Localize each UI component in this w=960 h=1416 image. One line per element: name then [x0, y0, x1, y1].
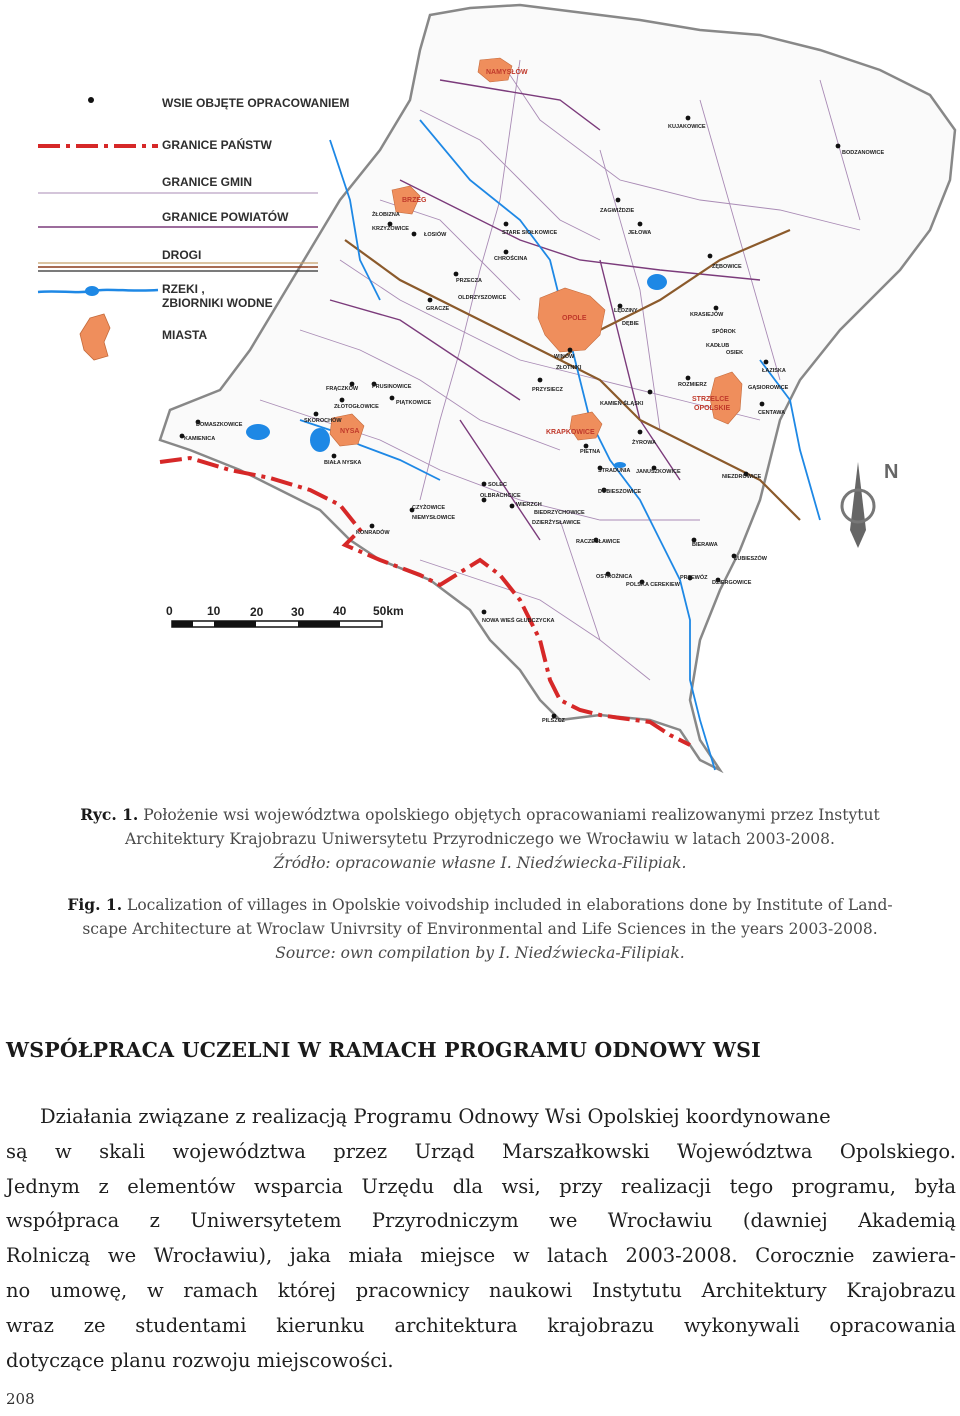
legend-roads-label: DROGI — [162, 248, 202, 262]
paragraph-line: są w skali województwa przez Urząd Marszałkowski Województwa Opolskiego. — [6, 1139, 956, 1163]
village-label: RACZESŁAWICE — [576, 539, 620, 545]
village-label: KRASIEJÓW — [690, 312, 724, 318]
caption-ryc-label: Ryc. 1. — [80, 805, 139, 824]
caption-pl-line1 — [0, 803, 960, 827]
village-label: KAMIEŃ ŚLĄSKI — [600, 401, 644, 407]
city-label-namyslow: NAMYSŁÓW — [486, 69, 528, 76]
village-marker — [390, 396, 395, 401]
village-label: ZAGWIŹDZIE — [600, 208, 635, 214]
village-label: ZŁOTOGŁOWICE — [334, 404, 379, 410]
village-label: DOBIESZOWICE — [598, 489, 642, 495]
village-label: NIEZDROWICE — [722, 474, 762, 480]
village-label: DĘBIE — [622, 321, 639, 327]
village-label: JEŁOWA — [628, 230, 652, 236]
village-label: PIĄTKOWICE — [396, 400, 432, 406]
village-marker — [708, 254, 713, 259]
village-marker — [648, 390, 653, 395]
village-label: PRZECZA — [456, 278, 482, 284]
village-label: FRĄCZKÓW — [326, 386, 359, 392]
caption-fig-text-1: Localization of villages in Opolskie voivodship included in elaborations done by Institute of Land- — [127, 896, 893, 914]
village-marker — [686, 376, 691, 381]
city-label-brzeg: BRZEG — [402, 197, 427, 204]
legend-rivers-label-2: ZBIORNIKI WODNE — [162, 296, 273, 310]
village-marker — [428, 298, 433, 303]
village-marker — [714, 306, 719, 311]
village-label: PRZEWÓZ — [680, 575, 708, 581]
legend-village-symbol — [88, 97, 94, 103]
village-marker — [584, 444, 589, 449]
village-marker — [370, 524, 375, 529]
paragraph-line: Rolniczą we Wrocławiu), jaka miała miejsce w latach 2003-2008. Corocznie zawiera- — [6, 1244, 956, 1268]
village-label: WINÓW — [554, 354, 575, 360]
village-label: OLBRACHCICE — [480, 493, 521, 499]
city-label-strzelce-2: OPOLSKIE — [694, 405, 731, 412]
village-marker — [340, 398, 345, 403]
scale-tick-20: 20 — [250, 605, 264, 619]
village-label: KAMIENICA — [184, 436, 216, 442]
village-label: WIERZCH — [516, 502, 542, 508]
caption-en-line2: scape Architecture at Wroclaw Univrsity of Environmental and Life Sciences in the years 2003-2008. — [82, 920, 878, 938]
village-label: DZIERGOWICE — [712, 580, 752, 586]
village-marker — [504, 222, 509, 227]
paragraph-line: Jednym z elementów wsparcia Urzędu dla wsi, przy realizacji tego programu, była — [6, 1174, 956, 1198]
legend-state-borders-label: GRANICE PAŃSTW — [162, 138, 272, 152]
village-marker — [482, 610, 487, 615]
village-label: SOLEC — [488, 482, 507, 488]
village-label: STRADUNIA — [598, 468, 631, 474]
legend-county-borders-label: GRANICE POWIATÓW — [162, 210, 289, 224]
village-marker — [332, 454, 337, 459]
village-label: NOWA WIEŚ GŁUBCZYCKA — [482, 618, 555, 624]
village-marker — [616, 198, 621, 203]
village-label: CHROŚCINA — [494, 256, 528, 262]
scale-tick-50km: 50km — [373, 604, 404, 618]
village-label: ZĘBOWICE — [712, 264, 742, 270]
village-label: SPÓROK — [712, 329, 736, 335]
caption-fig-label: Fig. 1. — [67, 895, 123, 914]
village-label: PILSZCZ — [542, 718, 565, 724]
north-label: N — [884, 461, 899, 483]
city-label-strzelce-1: STRZELCE — [692, 396, 729, 403]
village-label: ŻŁOBIZNA — [372, 212, 400, 218]
page-number: 208 — [6, 1390, 35, 1408]
legend-rivers-label-1: RZEKI , — [162, 282, 205, 296]
village-label: CENTAWA — [758, 410, 786, 416]
village-marker — [568, 348, 573, 353]
village-label: NIEMYSŁOWICE — [412, 515, 456, 521]
legend-commune-borders-label: GRANICE GMIN — [162, 175, 252, 189]
north-arrow — [842, 461, 898, 548]
village-label: OSIEK — [726, 350, 744, 356]
village-marker — [454, 272, 459, 277]
village-label: ZŁOTNIKI — [556, 365, 582, 371]
village-label: GĄSIOROWICE — [748, 385, 789, 391]
village-marker — [482, 482, 487, 487]
village-label: ŻYROWA — [632, 440, 657, 446]
village-label: DOMASZKOWICE — [196, 422, 243, 428]
village-marker — [764, 360, 769, 365]
village-label: SKOROCHÓW — [304, 418, 342, 424]
caption-pl-line2: Architektury Krajobrazu Uniwersytetu Przyrodniczego we Wrocławiu w latach 2003-2008. — [125, 830, 835, 848]
scale-bar — [166, 604, 404, 627]
village-marker — [504, 250, 509, 255]
village-label: KRZYŻOWICE — [372, 226, 409, 232]
compass-icon — [850, 462, 866, 548]
city-label-krapkowice: KRAPKOWICE — [546, 429, 595, 436]
village-label: POLSKA CEREKIEW — [626, 582, 680, 588]
village-label: OLDRZYSZOWICE — [458, 295, 507, 301]
village-marker — [412, 232, 417, 237]
village-label: KUJAKOWICE — [668, 124, 706, 130]
caption-en — [0, 893, 960, 965]
village-label: STARE SIOŁKOWICE — [502, 230, 558, 236]
village-label: BIEDRZYCHOWICE — [534, 510, 585, 516]
legend-city-symbol — [80, 314, 110, 360]
village-label: DZIERŻYSŁAWICE — [532, 520, 581, 526]
village-label: OSTROŻNICA — [596, 574, 633, 580]
section-heading: WSPÓŁPRACA UCZELNI W RAMACH PROGRAMU ODNOWY WSI — [6, 1038, 761, 1062]
village-marker — [538, 378, 543, 383]
paragraph-line: dotyczące planu rozwoju miejscowości. — [6, 1348, 394, 1372]
paragraph-line: Działania związane z realizacją Programu Odnowy Wsi Opolskiej koordynowane — [40, 1105, 831, 1128]
legend-villages-label: WSIE OBJĘTE OPRACOWANIEM — [162, 96, 350, 110]
village-label: KADŁUB — [706, 343, 730, 349]
paragraph-line: wraz ze studentami kierunku architektura krajobrazu wykonywali opracowania — [6, 1313, 956, 1337]
village-marker — [314, 412, 319, 417]
caption-en-source — [0, 941, 960, 965]
village-label: JANUSZKOWICE — [636, 469, 681, 475]
scale-tick-10: 10 — [207, 604, 221, 618]
village-label: GRACZE — [426, 306, 450, 312]
village-label: ŁOSIÓW — [424, 232, 447, 238]
legend-cities-label: MIASTA — [162, 328, 208, 342]
paragraph-line: no umowę, w ramach której pracownicy naukowi Instytutu Architektury Krajobrazu — [6, 1278, 956, 1302]
village-label: PRZYSIECZ — [532, 387, 563, 393]
village-label: ŁAZISKA — [762, 368, 786, 374]
village-marker — [686, 116, 691, 121]
village-label: BIERAWA — [692, 542, 718, 548]
village-label: ROZMIERZ — [678, 382, 707, 388]
caption-ryc-text-1: Położenie wsi województwa opolskiego objętych opracowaniami realizowanymi przez Instytut — [143, 806, 880, 824]
village-label: KONRADÓW — [356, 530, 390, 536]
caption-ryc-source: Źródło: opracowanie własne I. Niedźwiecka-Filipiak. — [273, 854, 687, 872]
village-label: LUBIESZÓW — [734, 556, 767, 562]
village-marker — [510, 504, 515, 509]
village-label: PRUSINOWICE — [372, 384, 412, 390]
village-label: CZYŻOWICE — [412, 505, 445, 511]
village-marker — [638, 222, 643, 227]
village-label: PIETNA — [580, 449, 601, 455]
city-label-nysa: NYSA — [340, 428, 360, 435]
scale-tick-30: 30 — [291, 605, 305, 619]
caption-fig-source: Source: own compilation by I. Niedźwiecka-Filipiak. — [275, 944, 685, 962]
caption-pl — [0, 803, 960, 875]
city-label-opole: OPOLE — [562, 315, 587, 322]
scale-tick-40: 40 — [333, 604, 347, 618]
village-marker — [760, 402, 765, 407]
caption-en-line1 — [0, 893, 960, 917]
village-marker — [638, 430, 643, 435]
legend-reservoir-symbol — [85, 286, 99, 296]
village-label: BODZANOWICE — [842, 150, 885, 156]
body-paragraph — [6, 1100, 956, 1378]
caption-pl-source — [0, 851, 960, 875]
scale-tick-0: 0 — [166, 604, 173, 618]
village-marker — [836, 144, 841, 149]
village-label: BIAŁA NYSKA — [324, 460, 362, 466]
paragraph-line: współpraca z Uniwersytetem Przyrodniczym we Wrocławiu (dawniej Akademią — [6, 1209, 956, 1233]
village-label: LĘDZINY — [614, 308, 638, 314]
